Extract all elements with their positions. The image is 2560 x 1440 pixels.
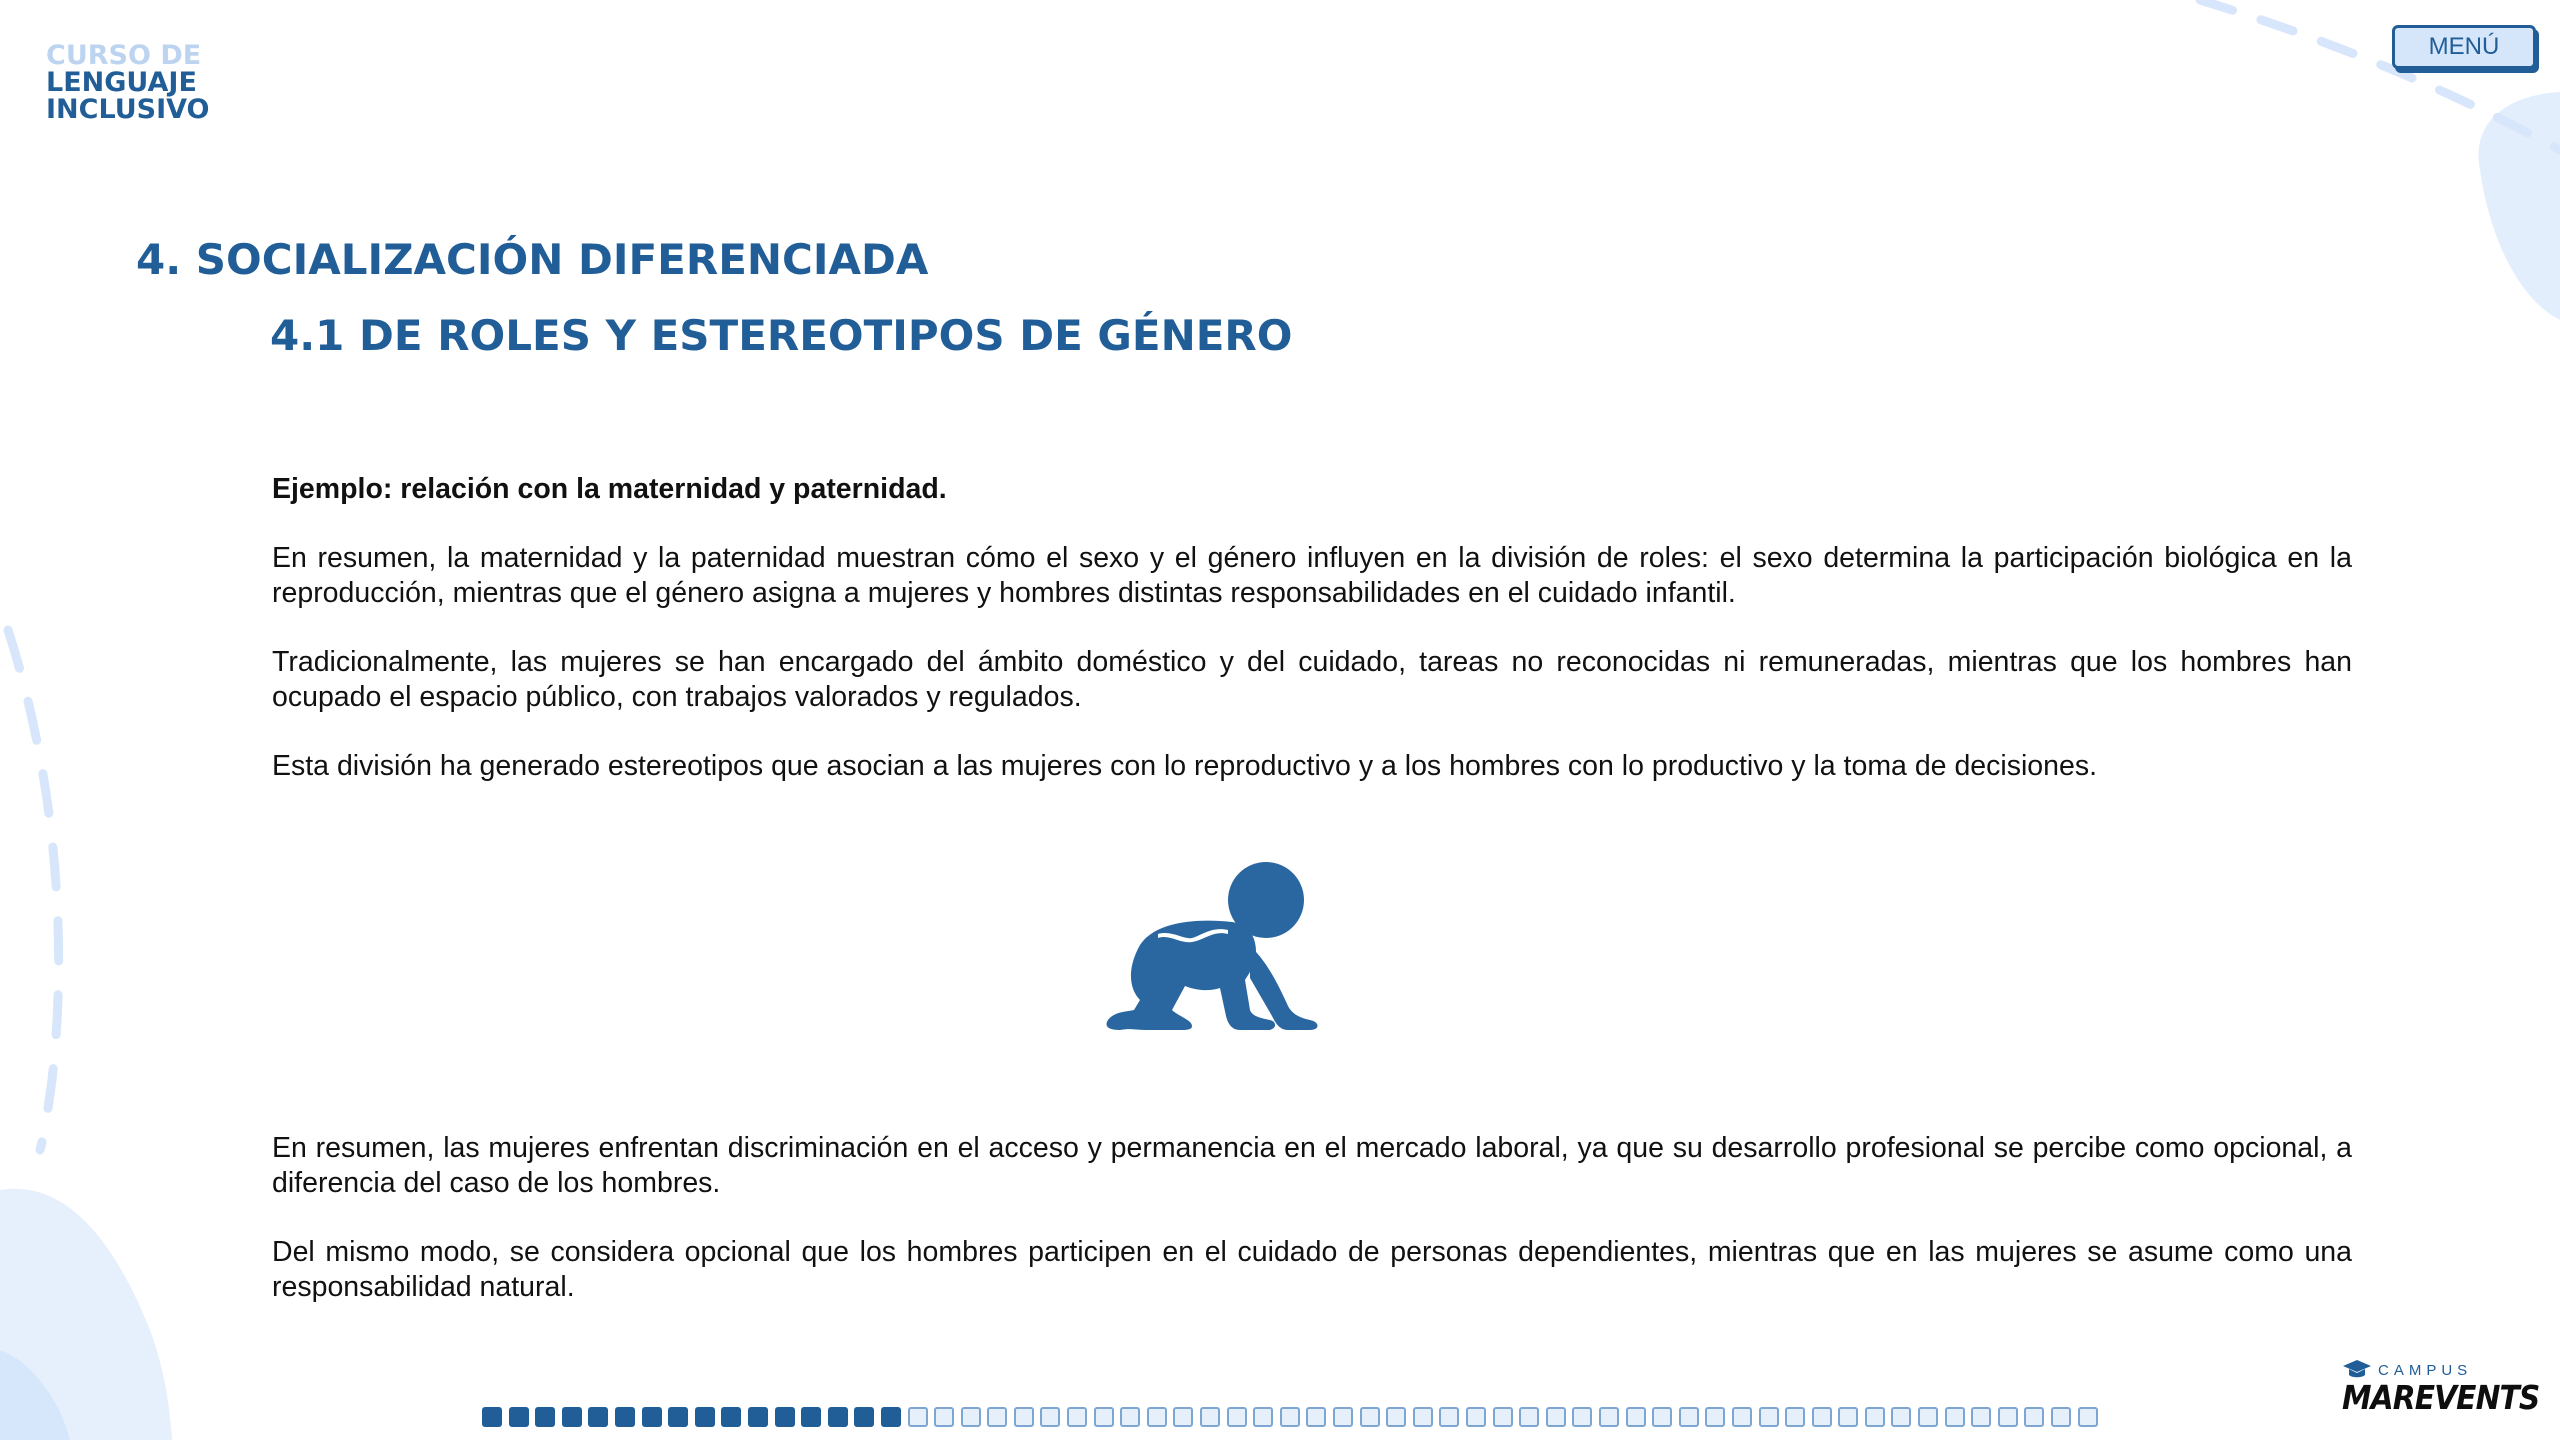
progress-step[interactable]: [881, 1407, 901, 1427]
progress-step[interactable]: [908, 1407, 928, 1427]
progress-step[interactable]: [1227, 1407, 1247, 1427]
progress-step[interactable]: [1626, 1407, 1646, 1427]
example-heading: Ejemplo: relación con la maternidad y paternidad.: [272, 473, 947, 505]
logo-line-3: INCLUSIVO: [46, 94, 210, 125]
progress-indicator: [482, 1407, 2098, 1427]
logo-line-2: LENGUAJE: [46, 67, 197, 98]
progress-step[interactable]: [1572, 1407, 1592, 1427]
progress-step[interactable]: [2078, 1407, 2098, 1427]
progress-step[interactable]: [1094, 1407, 1114, 1427]
progress-step[interactable]: [1360, 1407, 1380, 1427]
paragraph: Tradicionalmente, las mujeres se han encargado del ámbito doméstico y del cuidado, tareas no reconocidas ni remuneradas, mientras que los hombres han ocupado el espacio público, con trabajos valorados y regulados.: [272, 646, 2352, 713]
crawling-baby-icon: [1100, 860, 1325, 1030]
progress-step[interactable]: [1439, 1407, 1459, 1427]
progress-step[interactable]: [1466, 1407, 1486, 1427]
progress-step[interactable]: [961, 1407, 981, 1427]
progress-step[interactable]: [562, 1407, 582, 1427]
progress-step[interactable]: [828, 1407, 848, 1427]
progress-step[interactable]: [1945, 1407, 1965, 1427]
progress-step[interactable]: [1200, 1407, 1220, 1427]
progress-step[interactable]: [1812, 1407, 1832, 1427]
brand-campus: CAMPUS: [2378, 1362, 2473, 1379]
progress-step[interactable]: [1918, 1407, 1938, 1427]
progress-step[interactable]: [775, 1407, 795, 1427]
progress-step[interactable]: [509, 1407, 529, 1427]
progress-step[interactable]: [1998, 1407, 2018, 1427]
progress-step[interactable]: [1732, 1407, 1752, 1427]
progress-step[interactable]: [1067, 1407, 1087, 1427]
progress-step[interactable]: [1679, 1407, 1699, 1427]
progress-step[interactable]: [1759, 1407, 1779, 1427]
progress-step[interactable]: [801, 1407, 821, 1427]
progress-step[interactable]: [482, 1407, 502, 1427]
main-content: [272, 472, 2352, 818]
progress-step[interactable]: [1705, 1407, 1725, 1427]
progress-step[interactable]: [1306, 1407, 1326, 1427]
progress-step[interactable]: [987, 1407, 1007, 1427]
progress-step[interactable]: [721, 1407, 741, 1427]
progress-step[interactable]: [1333, 1407, 1353, 1427]
progress-step[interactable]: [1413, 1407, 1433, 1427]
progress-step[interactable]: [1652, 1407, 1672, 1427]
progress-step[interactable]: [1493, 1407, 1513, 1427]
progress-step[interactable]: [1253, 1407, 1273, 1427]
closing-content: [272, 1131, 2352, 1339]
brand-logo: [2340, 1358, 2540, 1418]
progress-step[interactable]: [535, 1407, 555, 1427]
course-logo: [46, 42, 210, 123]
progress-step[interactable]: [695, 1407, 715, 1427]
progress-step[interactable]: [1546, 1407, 1566, 1427]
progress-step[interactable]: [1147, 1407, 1167, 1427]
progress-step[interactable]: [1040, 1407, 1060, 1427]
progress-step[interactable]: [1280, 1407, 1300, 1427]
progress-step[interactable]: [588, 1407, 608, 1427]
paragraph: En resumen, las mujeres enfrentan discriminación en el acceso y permanencia en el mercado laboral, ya que su desarrollo profesional se percibe como opcional, a diferencia del caso de los hombres.: [272, 1132, 2352, 1199]
progress-step[interactable]: [934, 1407, 954, 1427]
section-subtitle: 4.1 DE ROLES Y ESTEREOTIPOS DE GÉNERO: [270, 311, 1293, 360]
progress-step[interactable]: [642, 1407, 662, 1427]
progress-step[interactable]: [2024, 1407, 2044, 1427]
progress-step[interactable]: [854, 1407, 874, 1427]
progress-step[interactable]: [2051, 1407, 2071, 1427]
progress-step[interactable]: [1599, 1407, 1619, 1427]
progress-step[interactable]: [615, 1407, 635, 1427]
progress-step[interactable]: [1519, 1407, 1539, 1427]
paragraph: Esta división ha generado estereotipos que asocian a las mujeres con lo reproductivo y a los hombres con lo productivo y la toma de decisiones.: [272, 750, 2098, 782]
paragraph: Del mismo modo, se considera opcional que los hombres participen en el cuidado de personas dependientes, mientras que en las mujeres se asume como una responsabilidad natural.: [272, 1236, 2352, 1303]
menu-button[interactable]: MENÚ: [2392, 25, 2536, 69]
progress-step[interactable]: [1014, 1407, 1034, 1427]
progress-step[interactable]: [1971, 1407, 1991, 1427]
graduation-cap-icon: [2342, 1358, 2372, 1380]
progress-step[interactable]: [1785, 1407, 1805, 1427]
progress-step[interactable]: [668, 1407, 688, 1427]
progress-step[interactable]: [1173, 1407, 1193, 1427]
progress-step[interactable]: [1891, 1407, 1911, 1427]
logo-line-1: CURSO DE: [46, 40, 202, 71]
section-title: 4. SOCIALIZACIÓN DIFERENCIADA: [136, 235, 929, 284]
progress-step[interactable]: [748, 1407, 768, 1427]
progress-step[interactable]: [1838, 1407, 1858, 1427]
brand-name: MAREVENTS: [2342, 1378, 2540, 1417]
paragraph: En resumen, la maternidad y la paternidad muestran cómo el sexo y el género influyen en la división de roles: el sexo determina la participación biológica en la reproducción, mientras que el género asigna a mujeres y hombres distintas responsabilidades en el cuidado infantil.: [272, 542, 2352, 609]
progress-step[interactable]: [1386, 1407, 1406, 1427]
progress-step[interactable]: [1120, 1407, 1140, 1427]
progress-step[interactable]: [1865, 1407, 1885, 1427]
